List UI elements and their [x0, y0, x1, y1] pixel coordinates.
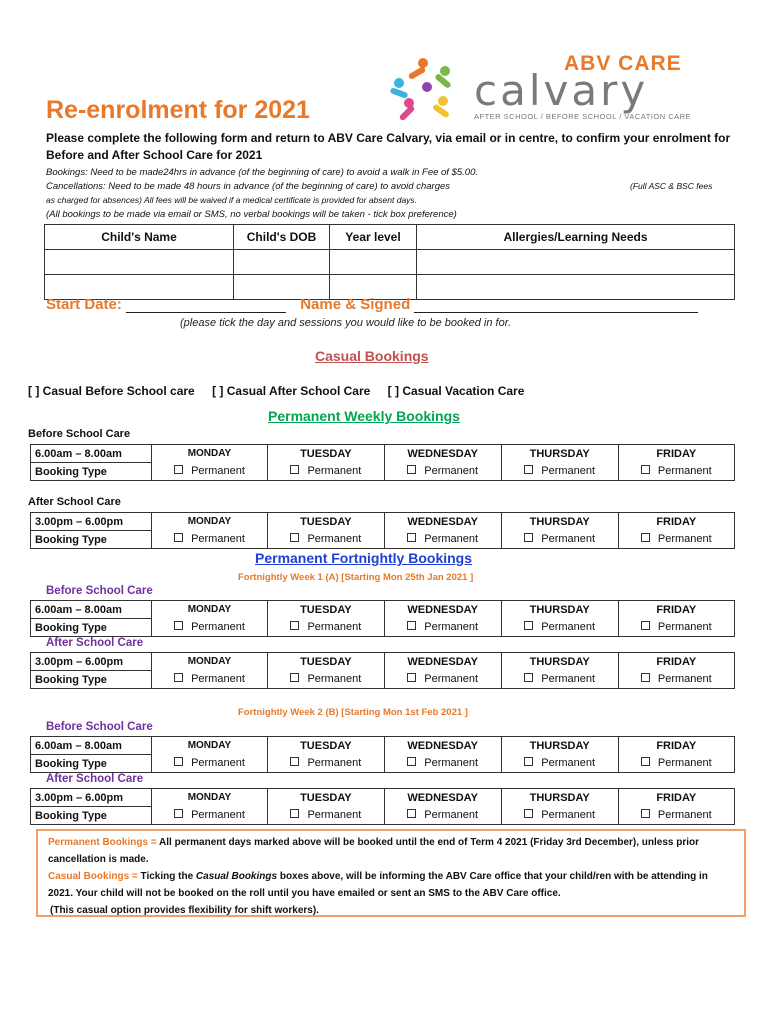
day-header-thursday: THURSDAY	[501, 513, 618, 531]
checkbox-icon[interactable]	[524, 533, 533, 542]
intro-text: Please complete the following form and return to ABV Care Calvary, via email or in centre, to confirm your enrolment for Before and After School Care for 2021	[46, 131, 731, 162]
casual-bookings-text-a: Ticking the	[137, 871, 196, 882]
permanent-label: Permanent	[657, 465, 712, 478]
casual-vacation-checkbox[interactable]: [ ] Casual Vacation Care	[387, 384, 525, 398]
day-header-tuesday: TUESDAY	[268, 513, 384, 531]
permanent-label: Permanent	[191, 757, 245, 770]
booking-grid	[30, 444, 735, 481]
booking-type-label: Booking Type	[31, 807, 152, 825]
day-header-monday: MONDAY	[151, 445, 267, 463]
checkbox-icon[interactable]	[290, 809, 299, 818]
permanent-label: Permanent	[424, 673, 479, 686]
checkbox-icon[interactable]	[407, 809, 416, 818]
day-header-wednesday: WEDNESDAY	[384, 445, 501, 463]
permanent-bookings-text: All permanent days marked above will be booked until the end of Term 4 2021 (Friday 3rd December), unless prior cancellation is made.	[48, 837, 700, 865]
checkbox-icon[interactable]	[641, 757, 650, 766]
day-header-tuesday: TUESDAY	[268, 737, 384, 755]
fortnight2-before-label: Before School Care	[46, 721, 153, 733]
permanent-option-monday[interactable]	[151, 531, 267, 549]
permanent-option-monday[interactable]	[151, 671, 267, 689]
session-time: 6.00am – 8.00am	[31, 445, 152, 463]
casual-bookings-label: Casual Bookings =	[48, 871, 138, 882]
permanent-label: Permanent	[191, 533, 245, 546]
permanent-label: Permanent	[657, 533, 712, 546]
fortnight2-after-label: After School Care	[46, 773, 144, 785]
permanent-label: Permanent	[424, 757, 479, 770]
cancellations-note: Cancellations: Need to be made 48 hours in advance (of the beginning of care) to avoid charges	[46, 181, 451, 192]
checkbox-icon[interactable]	[524, 673, 533, 682]
permanent-option-wednesday[interactable]	[384, 671, 501, 689]
checkbox-icon[interactable]	[407, 757, 416, 766]
day-header-monday: MONDAY	[151, 737, 267, 755]
checkbox-icon[interactable]	[524, 757, 533, 766]
permanent-option-monday[interactable]	[151, 619, 267, 637]
permanent-label: Permanent	[541, 465, 596, 478]
permanent-option-monday[interactable]	[151, 807, 267, 825]
day-header-wednesday: WEDNESDAY	[384, 789, 501, 807]
permanent-bookings-label: Permanent Bookings =	[48, 837, 157, 848]
day-header-wednesday: WEDNESDAY	[384, 513, 501, 531]
permanent-label: Permanent	[424, 809, 479, 822]
permanent-bookings-note	[48, 834, 734, 868]
permanent-label: Permanent	[307, 757, 362, 770]
name-signed-field[interactable]	[414, 298, 698, 313]
day-header-friday: FRIDAY	[618, 513, 734, 531]
session-time: 3.00pm – 6.00pm	[31, 513, 152, 531]
permanent-option-thursday[interactable]	[501, 531, 618, 549]
permanent-label: Permanent	[424, 533, 479, 546]
fortnight1-before-label: Before School Care	[46, 585, 153, 597]
day-header-friday: FRIDAY	[618, 737, 734, 755]
permanent-label: Permanent	[424, 465, 479, 478]
permanent-label: Permanent	[657, 621, 712, 634]
permanent-option-tuesday[interactable]	[268, 671, 384, 689]
year-level-field[interactable]	[330, 250, 417, 275]
casual-bookings-text-b: boxes above, will be informing the ABV Care office that your child/ren with be attending in 2021. Your child will not be booked on the roll until you have emailed or sent an SMS to the ABV Care office.	[48, 871, 708, 899]
fees-aside-note: (Full ASC & BSC fees	[630, 181, 713, 191]
permanent-label: Permanent	[307, 809, 362, 822]
checkbox-icon[interactable]	[174, 465, 183, 474]
permanent-option-friday[interactable]	[618, 463, 734, 481]
casual-options	[28, 384, 538, 398]
casual-bookings-emphasis: Casual Bookings	[195, 871, 278, 882]
child-dob-field[interactable]	[234, 250, 330, 275]
start-date-field[interactable]	[126, 298, 286, 313]
checkbox-icon[interactable]	[290, 533, 299, 542]
abv-care-logo	[388, 52, 694, 124]
day-header-wednesday: WEDNESDAY	[384, 737, 501, 755]
day-header-thursday: THURSDAY	[501, 653, 618, 671]
permanent-label: Permanent	[657, 673, 712, 686]
logo-wordmark: calvary	[474, 66, 649, 115]
day-header-tuesday: TUESDAY	[268, 445, 384, 463]
fortnightly-heading: Permanent Fortnightly Bookings	[255, 550, 473, 566]
booking-type-label: Booking Type	[31, 619, 152, 637]
permanent-option-monday[interactable]	[151, 755, 267, 773]
day-header-monday: MONDAY	[151, 601, 267, 619]
weekly-heading: Permanent Weekly Bookings	[268, 408, 460, 424]
day-header-friday: FRIDAY	[618, 445, 734, 463]
day-header-thursday: THURSDAY	[501, 601, 618, 619]
session-time: 6.00am – 8.00am	[31, 737, 152, 755]
allergies-field[interactable]	[417, 250, 735, 275]
permanent-label: Permanent	[191, 809, 245, 822]
permanent-option-tuesday[interactable]	[268, 463, 384, 481]
permanent-option-tuesday[interactable]	[268, 755, 384, 773]
day-header-friday: FRIDAY	[618, 653, 734, 671]
day-header-tuesday: TUESDAY	[268, 601, 384, 619]
day-header-friday: FRIDAY	[618, 789, 734, 807]
permanent-option-wednesday[interactable]	[384, 463, 501, 481]
absences-note: as charged for absences) All fees will be waived if a medical certificate is provided for absent days.	[46, 195, 418, 205]
checkbox-icon[interactable]	[524, 465, 533, 474]
booking-type-label: Booking Type	[31, 463, 152, 481]
checkbox-icon[interactable]	[290, 621, 299, 630]
permanent-option-thursday[interactable]	[501, 755, 618, 773]
permanent-option-thursday[interactable]	[501, 807, 618, 825]
checkbox-icon[interactable]	[641, 673, 650, 682]
permanent-option-friday[interactable]	[618, 807, 734, 825]
start-date-row	[46, 296, 698, 313]
header-child-dob: Child's DOB	[234, 225, 330, 250]
logo-brand: ABV CARE	[564, 52, 682, 75]
day-header-wednesday: WEDNESDAY	[384, 653, 501, 671]
bookings-note: Bookings: Need to be made24hrs in advance (of the beginning of care) to avoid a walk in Fee of $5.00.	[46, 167, 478, 178]
day-header-thursday: THURSDAY	[501, 445, 618, 463]
permanent-label: Permanent	[541, 757, 596, 770]
header-year-level: Year level	[330, 225, 417, 250]
permanent-option-wednesday[interactable]	[384, 807, 501, 825]
permanent-label: Permanent	[191, 673, 245, 686]
permanent-label: Permanent	[657, 757, 712, 770]
email-sms-note: (All bookings to be made via email or SMS, no verbal bookings will be taken - tick box preference)	[46, 209, 457, 220]
booking-grid	[30, 600, 735, 637]
flexibility-note: (This casual option provides flexibility for shift workers).	[50, 905, 319, 916]
session-time: 3.00pm – 6.00pm	[31, 789, 152, 807]
fortnightly-week1-label: Fortnightly Week 1 (A) [Starting Mon 25th Jan 2021 ]	[238, 572, 474, 583]
booking-info-box	[36, 829, 746, 917]
permanent-option-monday[interactable]	[151, 463, 267, 481]
day-header-thursday: THURSDAY	[501, 789, 618, 807]
day-header-tuesday: TUESDAY	[268, 653, 384, 671]
permanent-label: Permanent	[424, 621, 479, 634]
checkbox-icon[interactable]	[641, 809, 650, 818]
checkbox-icon[interactable]	[524, 621, 533, 630]
weekly-after-label: After School Care	[28, 496, 121, 508]
booking-type-label: Booking Type	[31, 755, 152, 773]
weekly-before-label: Before School Care	[28, 428, 131, 440]
checkbox-icon[interactable]	[641, 465, 650, 474]
checkbox-icon[interactable]	[290, 757, 299, 766]
permanent-label: Permanent	[191, 621, 245, 634]
day-header-tuesday: TUESDAY	[268, 789, 384, 807]
page-title: Re-enrolment for 2021	[46, 96, 310, 124]
day-header-monday: MONDAY	[151, 513, 267, 531]
casual-bookings-note	[48, 868, 734, 902]
permanent-option-wednesday[interactable]	[384, 755, 501, 773]
permanent-label: Permanent	[307, 465, 362, 478]
tick-instruction: (please tick the day and sessions you would like to be booked in for.	[180, 317, 512, 329]
checkbox-icon[interactable]	[290, 465, 299, 474]
day-header-wednesday: WEDNESDAY	[384, 601, 501, 619]
start-date-label: Start Date:	[46, 296, 122, 313]
permanent-label: Permanent	[541, 809, 596, 822]
permanent-label: Permanent	[191, 465, 245, 478]
permanent-option-thursday[interactable]	[501, 671, 618, 689]
permanent-option-tuesday[interactable]	[268, 807, 384, 825]
permanent-option-wednesday[interactable]	[384, 619, 501, 637]
permanent-option-friday[interactable]	[618, 671, 734, 689]
permanent-option-tuesday[interactable]	[268, 531, 384, 549]
day-header-monday: MONDAY	[151, 653, 267, 671]
checkbox-icon[interactable]	[174, 533, 183, 542]
checkbox-icon[interactable]	[407, 673, 416, 682]
checkbox-icon[interactable]	[174, 673, 183, 682]
permanent-label: Permanent	[307, 621, 362, 634]
permanent-label: Permanent	[541, 673, 596, 686]
checkbox-icon[interactable]	[524, 809, 533, 818]
checkbox-icon[interactable]	[407, 465, 416, 474]
checkbox-icon[interactable]	[641, 533, 650, 542]
session-time: 3.00pm – 6.00pm	[31, 653, 152, 671]
header-allergies: Allergies/Learning Needs	[417, 225, 735, 250]
fortnightly-week2-label: Fortnightly Week 2 (B) [Starting Mon 1st Feb 2021 ]	[238, 707, 468, 718]
day-header-monday: MONDAY	[151, 789, 267, 807]
permanent-option-wednesday[interactable]	[384, 531, 501, 549]
checkbox-icon[interactable]	[407, 621, 416, 630]
permanent-option-friday[interactable]	[618, 531, 734, 549]
booking-grid	[30, 652, 735, 689]
checkbox-icon[interactable]	[407, 533, 416, 542]
logo-tagline: AFTER SCHOOL / BEFORE SCHOOL / VACATION CARE	[474, 112, 692, 121]
checkbox-icon[interactable]	[174, 621, 183, 630]
permanent-option-friday[interactable]	[618, 619, 734, 637]
day-header-thursday: THURSDAY	[501, 737, 618, 755]
checkbox-icon[interactable]	[641, 621, 650, 630]
booking-grid	[30, 788, 735, 825]
checkbox-icon[interactable]	[174, 757, 183, 766]
checkbox-icon[interactable]	[290, 673, 299, 682]
permanent-option-thursday[interactable]	[501, 463, 618, 481]
child-details-table	[44, 224, 735, 300]
permanent-label: Permanent	[307, 673, 362, 686]
permanent-label: Permanent	[541, 621, 596, 634]
permanent-option-thursday[interactable]	[501, 619, 618, 637]
booking-grid	[30, 736, 735, 773]
casual-heading: Casual Bookings	[315, 348, 429, 364]
permanent-option-tuesday[interactable]	[268, 619, 384, 637]
permanent-label: Permanent	[657, 809, 712, 822]
fortnight1-after-label: After School Care	[46, 637, 144, 649]
permanent-option-friday[interactable]	[618, 755, 734, 773]
casual-after-school-checkbox[interactable]: [ ] Casual After School Care	[212, 384, 371, 398]
session-time: 6.00am – 8.00am	[31, 601, 152, 619]
permanent-label: Permanent	[307, 533, 362, 546]
checkbox-icon[interactable]	[174, 809, 183, 818]
permanent-label: Permanent	[541, 533, 596, 546]
booking-grid	[30, 512, 735, 549]
child-name-field[interactable]	[45, 250, 234, 275]
casual-before-school-checkbox[interactable]: [ ] Casual Before School care	[28, 384, 195, 398]
header-child-name: Child's Name	[45, 225, 234, 250]
name-signed-label: Name & Signed	[300, 296, 411, 313]
booking-type-label: Booking Type	[31, 671, 152, 689]
day-header-friday: FRIDAY	[618, 601, 734, 619]
booking-type-label: Booking Type	[31, 531, 152, 549]
